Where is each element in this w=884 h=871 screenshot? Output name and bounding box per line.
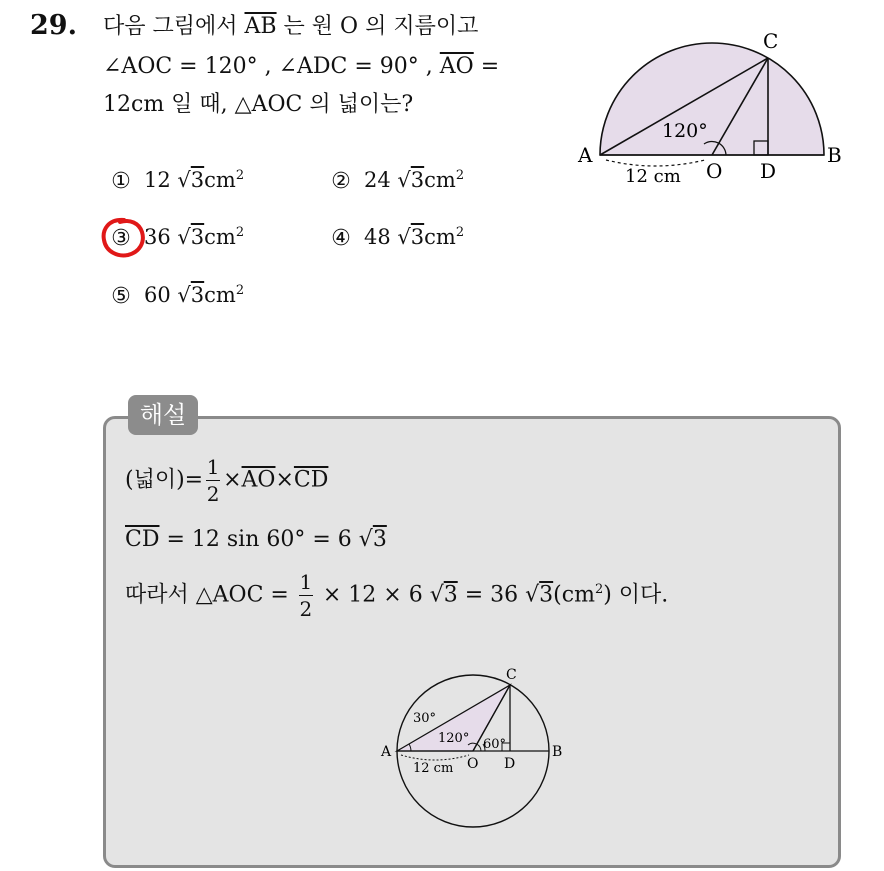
choice-coef: 24 [364, 168, 391, 192]
label-120: 120° [438, 731, 470, 746]
root-value: 3 [443, 582, 458, 608]
choice-root: 3 [190, 168, 205, 192]
root-value: 3 [372, 527, 387, 552]
choice-unit: cm [424, 168, 456, 192]
choice-coef: 12 [144, 168, 171, 192]
label-angle: 120° [662, 120, 708, 142]
label-d: D [760, 159, 777, 183]
label-a: A [578, 143, 593, 167]
label-length: 12 cm [625, 166, 681, 187]
frac-num: 1 [206, 455, 220, 479]
choice-4[interactable]: ④ 48 $√3cm^2$ [331, 225, 465, 251]
label-length: 12 cm [413, 761, 454, 776]
choice-exp: 2 [235, 168, 245, 183]
conclusion-prefix: 따라서 △AOC = [125, 582, 296, 608]
question-line-1 [103, 12, 478, 42]
question-text: = [473, 54, 500, 79]
frac-den: 2 [206, 482, 220, 506]
fraction-half [206, 455, 220, 506]
solution-line-3: 따라서 △AOC = $\frac{1}{2}$ × 12 × 6 √3 = 36 $√3(cm^2)$ 이다. [125, 570, 669, 621]
label-d: D [504, 756, 516, 772]
label-o: O [467, 756, 479, 772]
choice-unit: cm [204, 283, 236, 307]
times-sign: × [223, 467, 242, 493]
root-value: 3 [539, 582, 554, 608]
label-c: C [763, 29, 779, 53]
question-line-3: 12cm 일 때, △AOC 의 넓이는? [103, 92, 414, 117]
choice-coef: 48 [364, 225, 391, 249]
choice-root: 3 [410, 225, 425, 249]
area-label: (넓이)= [125, 467, 204, 493]
choice-unit: cm [204, 225, 236, 249]
question-line-2 [103, 52, 499, 82]
fraction-half [299, 570, 313, 621]
choice-exp: 2 [235, 225, 245, 240]
segment-cd: $\overline{CD}$ [125, 527, 160, 552]
label-a: A [381, 744, 392, 760]
choice-unit: cm [424, 225, 456, 249]
choice-root: 3 [410, 168, 425, 192]
question-text: 는 원 O 의 지름이고 [276, 14, 479, 39]
solution-tag: 해설 [128, 395, 198, 435]
choice-5[interactable]: ⑤ 60 $√3cm^2$ [111, 283, 245, 309]
question-number: 29. [30, 10, 77, 41]
question-text: ∠AOC = 120° , ∠ADC = 90° , [103, 54, 440, 79]
unit-close: ) [603, 582, 612, 608]
circle-figure [375, 665, 575, 835]
times-sign: × [275, 467, 294, 493]
choice-mark: ③ [111, 225, 131, 251]
cd-equation: = 12 sin 60° = 6 [159, 527, 359, 552]
frac-num: 1 [299, 570, 313, 594]
choice-root: 3 [190, 283, 205, 307]
label-o: O [706, 159, 723, 183]
semicircle-figure [570, 20, 860, 195]
choice-mark: ① [111, 168, 131, 194]
label-30: 30° [413, 711, 437, 726]
question-text: 다음 그림에서 [103, 14, 245, 39]
conclusion-suffix: 이다. [611, 582, 669, 608]
label-b: B [827, 143, 842, 167]
choice-exp: 2 [455, 225, 465, 240]
choice-1[interactable]: ① 12 $√3cm^2$ [111, 168, 245, 194]
segment-ao: $\overline{AO}$ [241, 467, 276, 493]
choice-2[interactable]: ② 24 $√3cm^2$ [331, 168, 465, 194]
answer-marker-icon [98, 214, 150, 262]
segment-ao: $\overline{AO}$ [439, 54, 474, 79]
choice-coef: 60 [144, 283, 171, 307]
choice-mark: ④ [331, 225, 351, 251]
conclusion-eq: = 36 [457, 582, 526, 608]
choice-coef: 36 [144, 225, 171, 249]
choice-mark: ⑤ [111, 283, 131, 309]
choice-exp: 2 [235, 283, 245, 298]
choice-mark: ② [331, 168, 351, 194]
segment-ab: $\overline{AB}$ [244, 14, 277, 39]
label-60: 60° [483, 737, 507, 752]
frac-den: 2 [299, 597, 313, 621]
solution-line-2: $\overline{CD} = 12$ sin 60° = 6 √3 [125, 527, 387, 552]
label-c: C [506, 667, 517, 683]
conclusion-mid: × 12 × 6 [315, 582, 430, 608]
segment-cd: $\overline{CD}$ [293, 467, 329, 493]
choice-unit: cm [204, 168, 236, 192]
choice-root: 3 [190, 225, 205, 249]
unit-exp: 2 [594, 582, 604, 598]
label-b: B [552, 744, 563, 760]
solution-line-1 [125, 455, 328, 506]
choice-3[interactable]: ③ 36 $√3cm^2$ [111, 225, 245, 251]
unit-open: (cm [553, 582, 595, 608]
choice-exp: 2 [455, 168, 465, 183]
